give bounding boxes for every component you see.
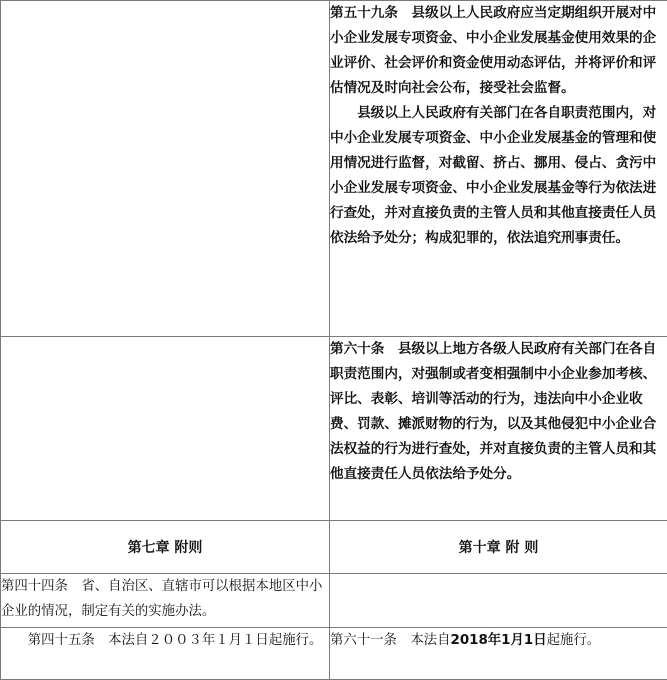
new-text-cell-article-59 bbox=[330, 1, 667, 337]
article-60-paragraph-1: 第六十条 县级以上地方各级人民政府有关部门在各自职责范围内，对强制或者变相强制中小企业参加考核、评比、表彰、培训等活动的行为，违法向中小企业收费、罚款、摊派财物的行为，以及其他侵犯中小企业合法权益的行为进行查处，并对直接负责的主管人员和其他直接责任人员依法给予处分。 bbox=[330, 337, 667, 487]
table-row-article-45 bbox=[1, 628, 667, 680]
new-text-cell-empty bbox=[330, 574, 667, 628]
old-text-cell-empty bbox=[1, 1, 330, 337]
new-text-cell-article-60 bbox=[330, 337, 667, 521]
article-61-suffix: 起施行。 bbox=[547, 633, 601, 648]
old-text-cell-article-44 bbox=[1, 574, 330, 628]
table-row-chapter-heading bbox=[1, 521, 667, 574]
table-row-article-60 bbox=[1, 337, 667, 521]
article-59-paragraph-1: 第五十九条 县级以上人民政府应当定期组织开展对中小企业发展专项资金、中小企业发展基金使用效果的企业评价、社会评价和资金使用动态评估，并将评价和评估情况及时向社会公布，接受社会监督。 bbox=[330, 1, 667, 101]
new-chapter-heading: 第十章 附 则 bbox=[330, 521, 667, 574]
old-text-cell-article-45 bbox=[1, 628, 330, 680]
new-text-cell-article-61 bbox=[330, 628, 667, 680]
table-row-article-44 bbox=[1, 574, 667, 628]
old-text-cell-empty bbox=[1, 337, 330, 521]
article-44-text: 第四十四条 省、自治区、直辖市可以根据本地区中小企业的情况，制定有关的实施办法。 bbox=[1, 574, 329, 624]
old-chapter-heading: 第七章 附则 bbox=[1, 521, 330, 574]
table-row-article-59 bbox=[1, 1, 667, 337]
article-59-paragraph-2: 县级以上人民政府有关部门在各自职责范围内，对中小企业发展专项资金、中小企业发展基金的管理和使用情况进行监督，对截留、挤占、挪用、侵占、贪污中小企业发展专项资金、中小企业发展基金等行为依法进行查处，并对直接负责的主管人员和其他直接责任人员依法给予处分；构成犯罪的，依法追究刑事责任。 bbox=[330, 101, 667, 251]
article-61-date: 2018年1月1日 bbox=[451, 633, 547, 648]
article-45-text: 第四十五条 本法自２００３年１月１日起施行。 bbox=[1, 628, 329, 653]
article-61-prefix: 第六十一条 本法自 bbox=[330, 633, 451, 648]
